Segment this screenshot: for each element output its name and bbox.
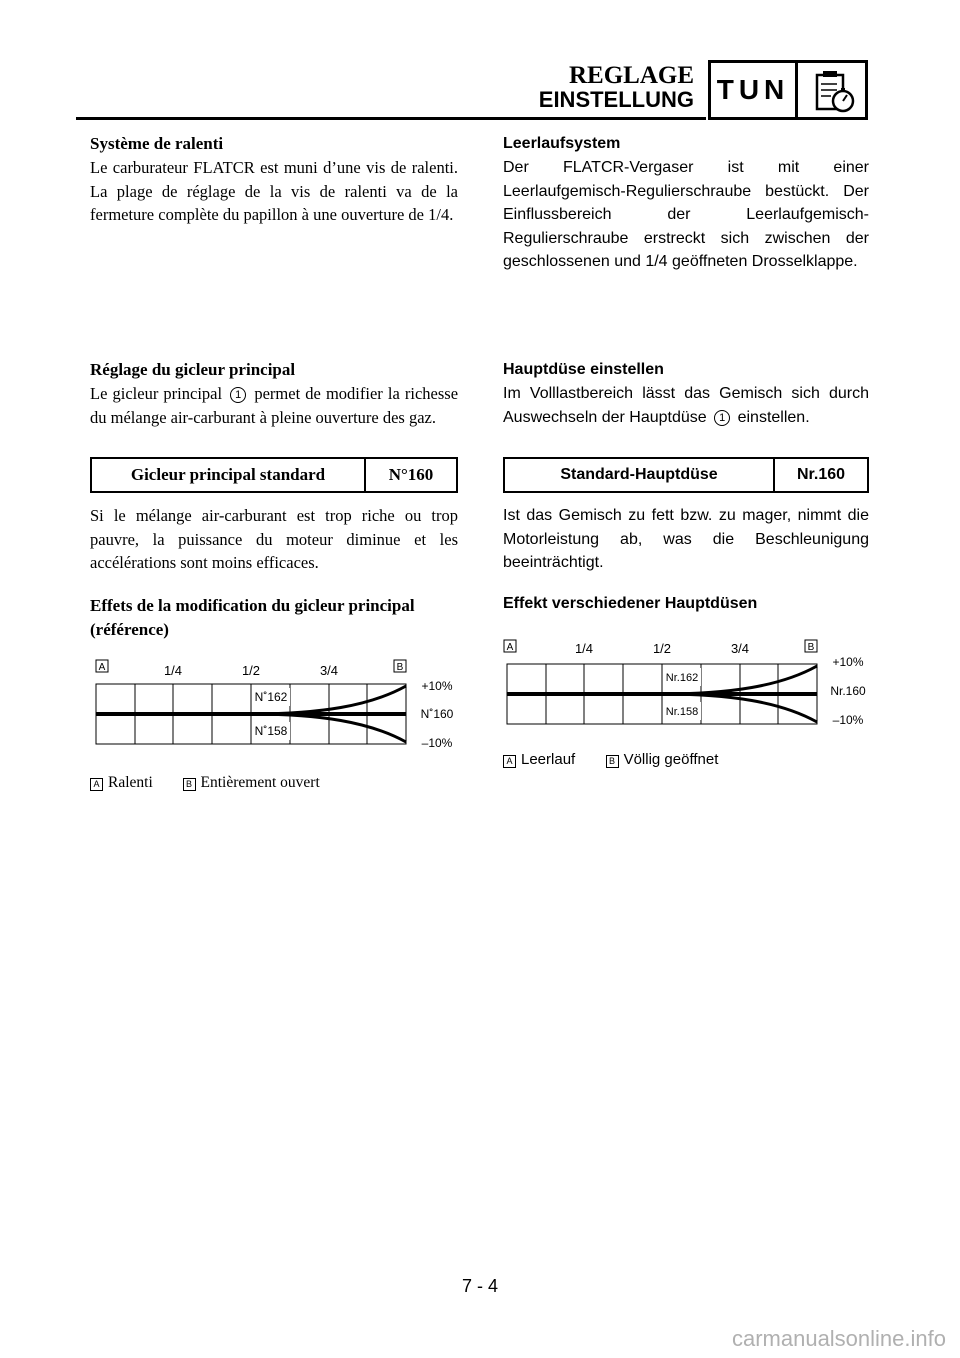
de-rich-lean-section (503, 504, 869, 575)
fr-effects-heading (90, 594, 458, 642)
fr-legend-b-key: B (183, 778, 196, 791)
fr-main-jet-text (90, 382, 458, 429)
watermark-link[interactable]: carmanualsonline.info (731, 1326, 946, 1351)
section-tab (708, 60, 868, 120)
de-legend-a-key: A (503, 755, 516, 768)
fr-idle-heading: Système de ralenti (90, 134, 224, 153)
de-legend-b: Völlig geöffnet (623, 751, 719, 768)
fr-main-jet-chart (90, 656, 470, 756)
de-main-jet-section (503, 358, 869, 429)
fr-rich-lean-section (90, 504, 458, 575)
de-effects-heading: Effekt verschiedener Hauptdüsen (503, 595, 758, 612)
fr-idle-text: Le carburateur FLATCR est muni d’une vis de ralenti. La plage de réglage de la vis de ralenti va de la fermeture complète du papillon à une ouverture de 1/4. (90, 158, 458, 224)
clipboard-stopwatch-icon (809, 68, 859, 114)
fr-legend-b: Entièrement ouvert (200, 774, 320, 791)
fr-legend-a: Ralenti (108, 774, 153, 791)
fr-chart-legend (90, 774, 458, 792)
fr-chart-right-minus: –10% (421, 736, 453, 750)
fr-chart-tick-1: 1/4 (163, 663, 183, 678)
de-legend-a: Leerlauf (521, 751, 576, 768)
de-rich-lean-text: Ist das Gemisch zu fett bzw. zu mager, nimmt die Motorleistung ab, was die Beschleunigung beeinträchtigt. (503, 507, 869, 571)
header-title-fr: REGLAGE (568, 62, 694, 89)
de-idle-heading: Leerlaufsystem (503, 135, 621, 152)
de-idle-section (503, 132, 869, 274)
de-main-jet-chart (503, 636, 883, 736)
de-chart-marker-a: A (506, 642, 514, 653)
fr-chart-upper-label: N˚162 (254, 690, 288, 704)
header-rule (76, 117, 706, 120)
de-chart-marker-b: B (807, 642, 815, 653)
fr-main-jet-text-a: Le gicleur principal (90, 384, 223, 403)
section-code: TUN (716, 74, 790, 105)
de-main-jet-text-b: einstellen. (737, 408, 810, 426)
fr-chart-lower-label: N˚158 (254, 724, 288, 738)
de-chart-tick-2: 1/2 (652, 641, 672, 656)
fr-main-jet-section (90, 358, 458, 429)
fr-spec-table (90, 457, 458, 493)
fr-main-jet-text-b: permet de modifier la richesse du mélange air-carburant à pleine ouverture des gaz. (90, 384, 459, 427)
de-legend-b-key: B (606, 755, 619, 768)
de-effects-heading-wrap (503, 592, 869, 616)
fr-idle-section (90, 132, 458, 227)
de-spec-label: Standard-Hauptdüse (505, 459, 775, 491)
fr-effects-heading-line1: Effets de la modification du gicleur principal (90, 596, 415, 615)
de-chart-right-plus: +10% (832, 655, 864, 669)
de-main-jet-text-a: Im Volllastbereich lässt das Gemisch sich durch Auswechseln der Hauptdüse (503, 385, 869, 426)
fr-rich-lean-text: Si le mélange air-carburant est trop riche ou trop pauvre, la puissance du moteur diminue et les accélérations sont moins efficaces. (90, 506, 458, 572)
de-chart-right-mid: Nr.160 (830, 684, 866, 698)
fr-chart-marker-b: B (396, 662, 404, 673)
de-chart-tick-3: 3/4 (730, 641, 750, 656)
de-idle-text: Der FLATCR-Vergaser ist mit einer Leerlaufgemisch-Regulierschraube bestückt. Der Einflussbereich der Leerlaufgemisch-Regulierschraube erstreckt sich zwischen der geschlossenen und 1/4 geöffneten Drosselklappe. (503, 159, 869, 270)
de-spec-table (503, 457, 869, 493)
de-chart-tick-1: 1/4 (574, 641, 594, 656)
header-title-de: EINSTELLUNG (538, 87, 694, 112)
fr-chart-tick-2: 1/2 (241, 663, 261, 678)
fr-spec-label: Gicleur principal standard (92, 459, 366, 491)
de-ref-number: 1 (714, 410, 730, 426)
page-number: 7 - 4 (461, 1276, 499, 1296)
fr-main-jet-heading: Réglage du gicleur principal (90, 360, 296, 379)
fr-chart-tick-3: 3/4 (319, 663, 339, 678)
fr-effects-heading-line2: (référence) (90, 620, 169, 639)
de-spec-value: Nr.160 (796, 466, 846, 483)
de-chart-legend (503, 751, 869, 768)
fr-legend-a-key: A (90, 778, 103, 791)
fr-ref-number: 1 (230, 387, 246, 403)
de-chart-upper-label: Nr.162 (665, 672, 699, 684)
section-tab-divider (795, 63, 798, 117)
de-main-jet-text (503, 382, 869, 429)
fr-chart-marker-a: A (98, 662, 106, 673)
de-main-jet-heading: Hauptdüse einstellen (503, 361, 664, 378)
fr-spec-value: N°160 (388, 465, 434, 484)
de-chart-lower-label: Nr.158 (665, 706, 699, 718)
fr-chart-right-mid: N˚160 (420, 707, 454, 721)
fr-chart-right-plus: +10% (421, 679, 453, 693)
de-chart-right-minus: –10% (832, 713, 864, 727)
